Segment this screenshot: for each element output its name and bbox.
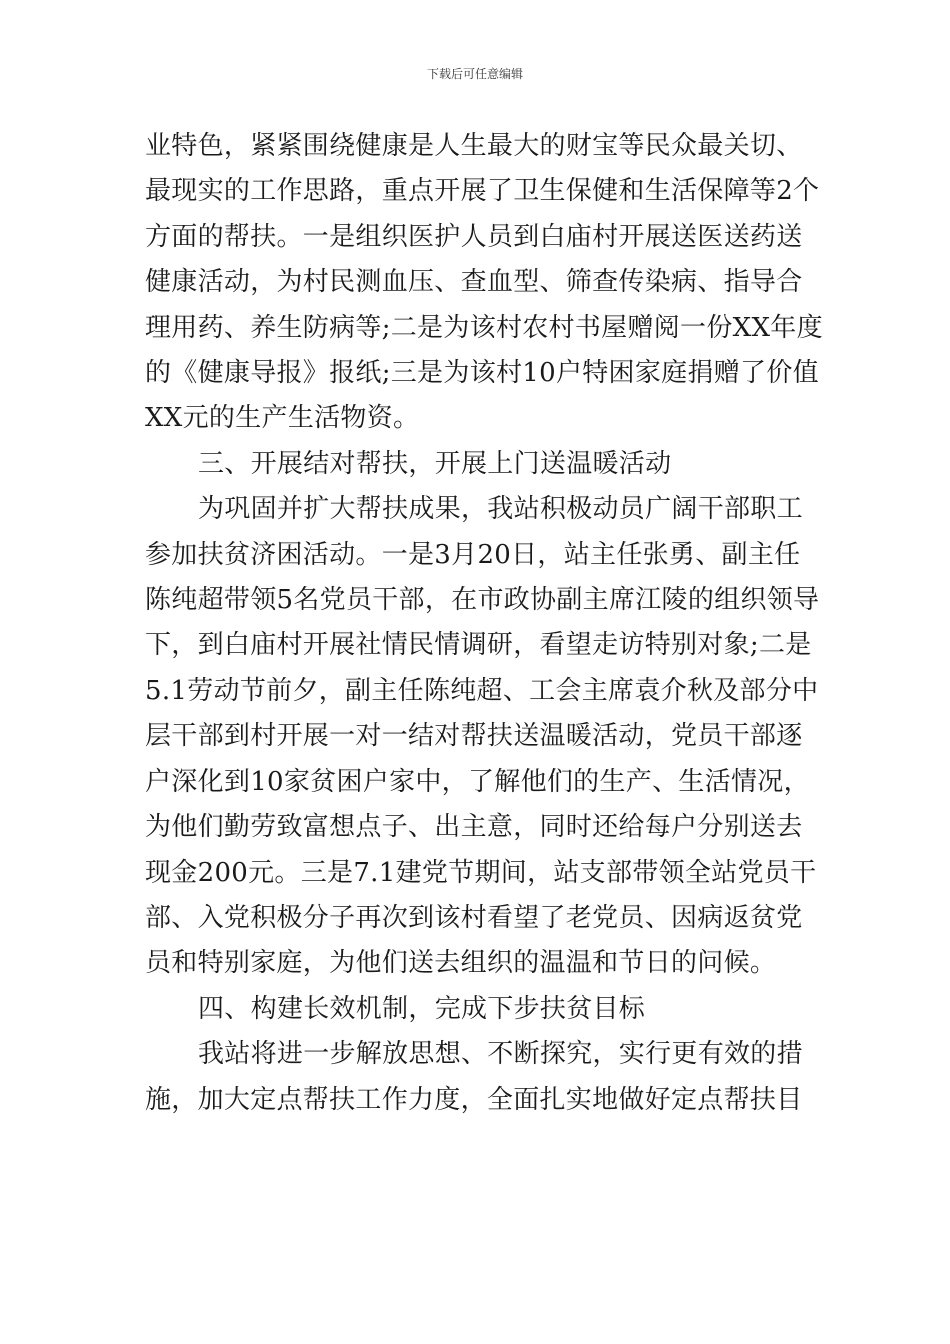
text-line: 参加扶贫济困活动。一是3月20日，站主任张勇、副主任: [145, 539, 801, 570]
text-line: 户深化到10家贫困户家中，了解他们的生产、生活情况，: [145, 766, 810, 797]
text-line: 我站将进一步解放思想、不断探究，实行更有效的措: [198, 1039, 803, 1070]
paragraph-pairing-support: [145, 487, 820, 986]
paragraph-health-support: [145, 124, 823, 442]
paragraph-long-term-mechanism: [145, 1032, 809, 1123]
page-header-note: 下载后可任意编辑: [426, 67, 523, 81]
text-line: XX元的生产生活物资。: [145, 403, 420, 434]
text-line: 层干部到村开展一对一结对帮扶送温暖活动，党员干部逐: [145, 721, 803, 752]
text-line: 为他们勤劳致富想点子、出主意，同时还给每户分别送去: [145, 812, 803, 843]
document-body: [145, 124, 823, 1123]
text-line: 现金200元。三是7.1建党节期间，站支部带领全站党员干: [145, 857, 817, 888]
text-line: 部、入党积极分子再次到该村看望了老党员、因病返贫党: [145, 902, 803, 933]
text-line: 下，到白庙村开展社情民情调研，看望走访特别对象;二是: [145, 630, 812, 661]
text-line: 方面的帮扶。一是组织医护人员到白庙村开展送医送药送: [145, 221, 803, 252]
heading-text: 四、构建长效机制，完成下步扶贫目标: [198, 993, 646, 1024]
text-line: 健康活动，为村民测血压、查血型、筛查传染病、指导合: [145, 267, 803, 298]
section-heading-3: [145, 442, 809, 487]
text-line: 员和特别家庭，为他们送去组织的温温和节日的问候。: [145, 948, 777, 979]
text-line: 最现实的工作思路，重点开展了卫生保健和生活保障等2个: [145, 176, 820, 207]
text-line: 理用药、养生防病等;二是为该村农村书屋赠阅一份XX年度: [145, 312, 823, 343]
text-line: 陈纯超带领5名党员干部，在市政协副主席江陵的组织领导: [145, 585, 820, 616]
text-line: 的《健康导报》报纸;三是为该村10户特困家庭捐赠了价值: [145, 358, 819, 389]
section-heading-4: [145, 987, 809, 1032]
text-line: 5.1劳动节前夕，副主任陈纯超、工会主席袁介秋及部分中: [145, 675, 819, 706]
text-line: 施，加大定点帮扶工作力度，全面扎实地做好定点帮扶目: [145, 1084, 803, 1115]
text-line: 为巩固并扩大帮扶成果，我站积极动员广阔干部职工: [198, 494, 803, 525]
text-line: 业特色，紧紧围绕健康是人生最大的财宝等民众最关切、: [145, 131, 803, 161]
heading-text: 三、开展结对帮扶，开展上门送温暖活动: [198, 448, 672, 479]
